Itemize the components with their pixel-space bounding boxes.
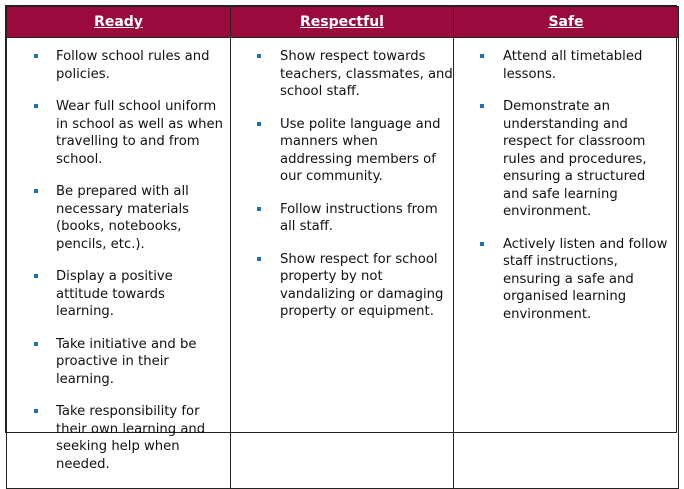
header-row	[7, 7, 679, 38]
list-item-text: Take initiative and be proactive in their learning.	[56, 336, 197, 387]
square-bullet-icon	[34, 409, 38, 413]
list-item	[231, 116, 453, 186]
header-respectful: Respectful	[231, 7, 454, 38]
square-bullet-icon	[34, 189, 38, 193]
safe-list	[454, 38, 678, 323]
square-bullet-icon	[257, 207, 261, 211]
square-bullet-icon	[34, 342, 38, 346]
square-bullet-icon	[257, 257, 261, 261]
list-item-text: Follow school rules and policies.	[56, 49, 210, 82]
list-item-text: Follow instructions from all staff.	[280, 201, 438, 234]
list-item-text: Actively listen and follow staff instructions, ensuring a safe and organised learning environment.	[503, 236, 668, 322]
list-item	[231, 251, 453, 321]
square-bullet-icon	[257, 54, 261, 58]
safe-cell	[454, 38, 679, 489]
square-bullet-icon	[34, 104, 38, 108]
square-bullet-icon	[480, 104, 484, 108]
list-item	[454, 98, 674, 221]
list-item	[7, 98, 226, 168]
list-item	[231, 201, 453, 236]
square-bullet-icon	[34, 274, 38, 278]
list-item-text: Use polite language and manners when addressing members of our community.	[280, 116, 441, 184]
list-item	[7, 403, 226, 473]
ready-cell	[7, 38, 231, 489]
expectations-table-wrapper	[5, 5, 677, 472]
list-item-text: Wear full school uniform in school as well as when travelling to and from school.	[56, 99, 224, 167]
list-item-text: Show respect towards teachers, classmates, and school staff.	[280, 49, 453, 99]
list-item	[7, 336, 226, 389]
header-safe: Safe	[454, 7, 679, 38]
header-ready: Ready	[7, 7, 231, 38]
list-item-text: Attend all timetabled lessons.	[503, 49, 643, 82]
list-item-text: Take responsibility for their own learning and seeking help when needed.	[56, 404, 206, 472]
list-item	[231, 48, 453, 101]
content-row	[7, 38, 679, 489]
ready-list	[7, 38, 230, 473]
list-item-text: Show respect for school property by not vandalizing or damaging property or equipment.	[280, 251, 444, 319]
list-item	[454, 236, 674, 324]
list-item-text: Be prepared with all necessary materials (books, notebooks, pencils, etc.).	[56, 184, 189, 252]
list-item	[7, 268, 226, 321]
respectful-list	[231, 38, 453, 321]
square-bullet-icon	[34, 54, 38, 58]
list-item	[454, 48, 674, 83]
square-bullet-icon	[257, 122, 261, 126]
list-item-text: Demonstrate an understanding and respect for classroom rules and procedures, ensuring a structured and safe learning environment.	[503, 99, 647, 219]
list-item	[7, 183, 226, 253]
square-bullet-icon	[480, 242, 484, 246]
expectations-table	[6, 6, 679, 489]
list-item	[7, 48, 226, 83]
list-item-text: Display a positive attitude towards learning.	[56, 269, 173, 319]
respectful-cell	[231, 38, 454, 489]
square-bullet-icon	[480, 54, 484, 58]
